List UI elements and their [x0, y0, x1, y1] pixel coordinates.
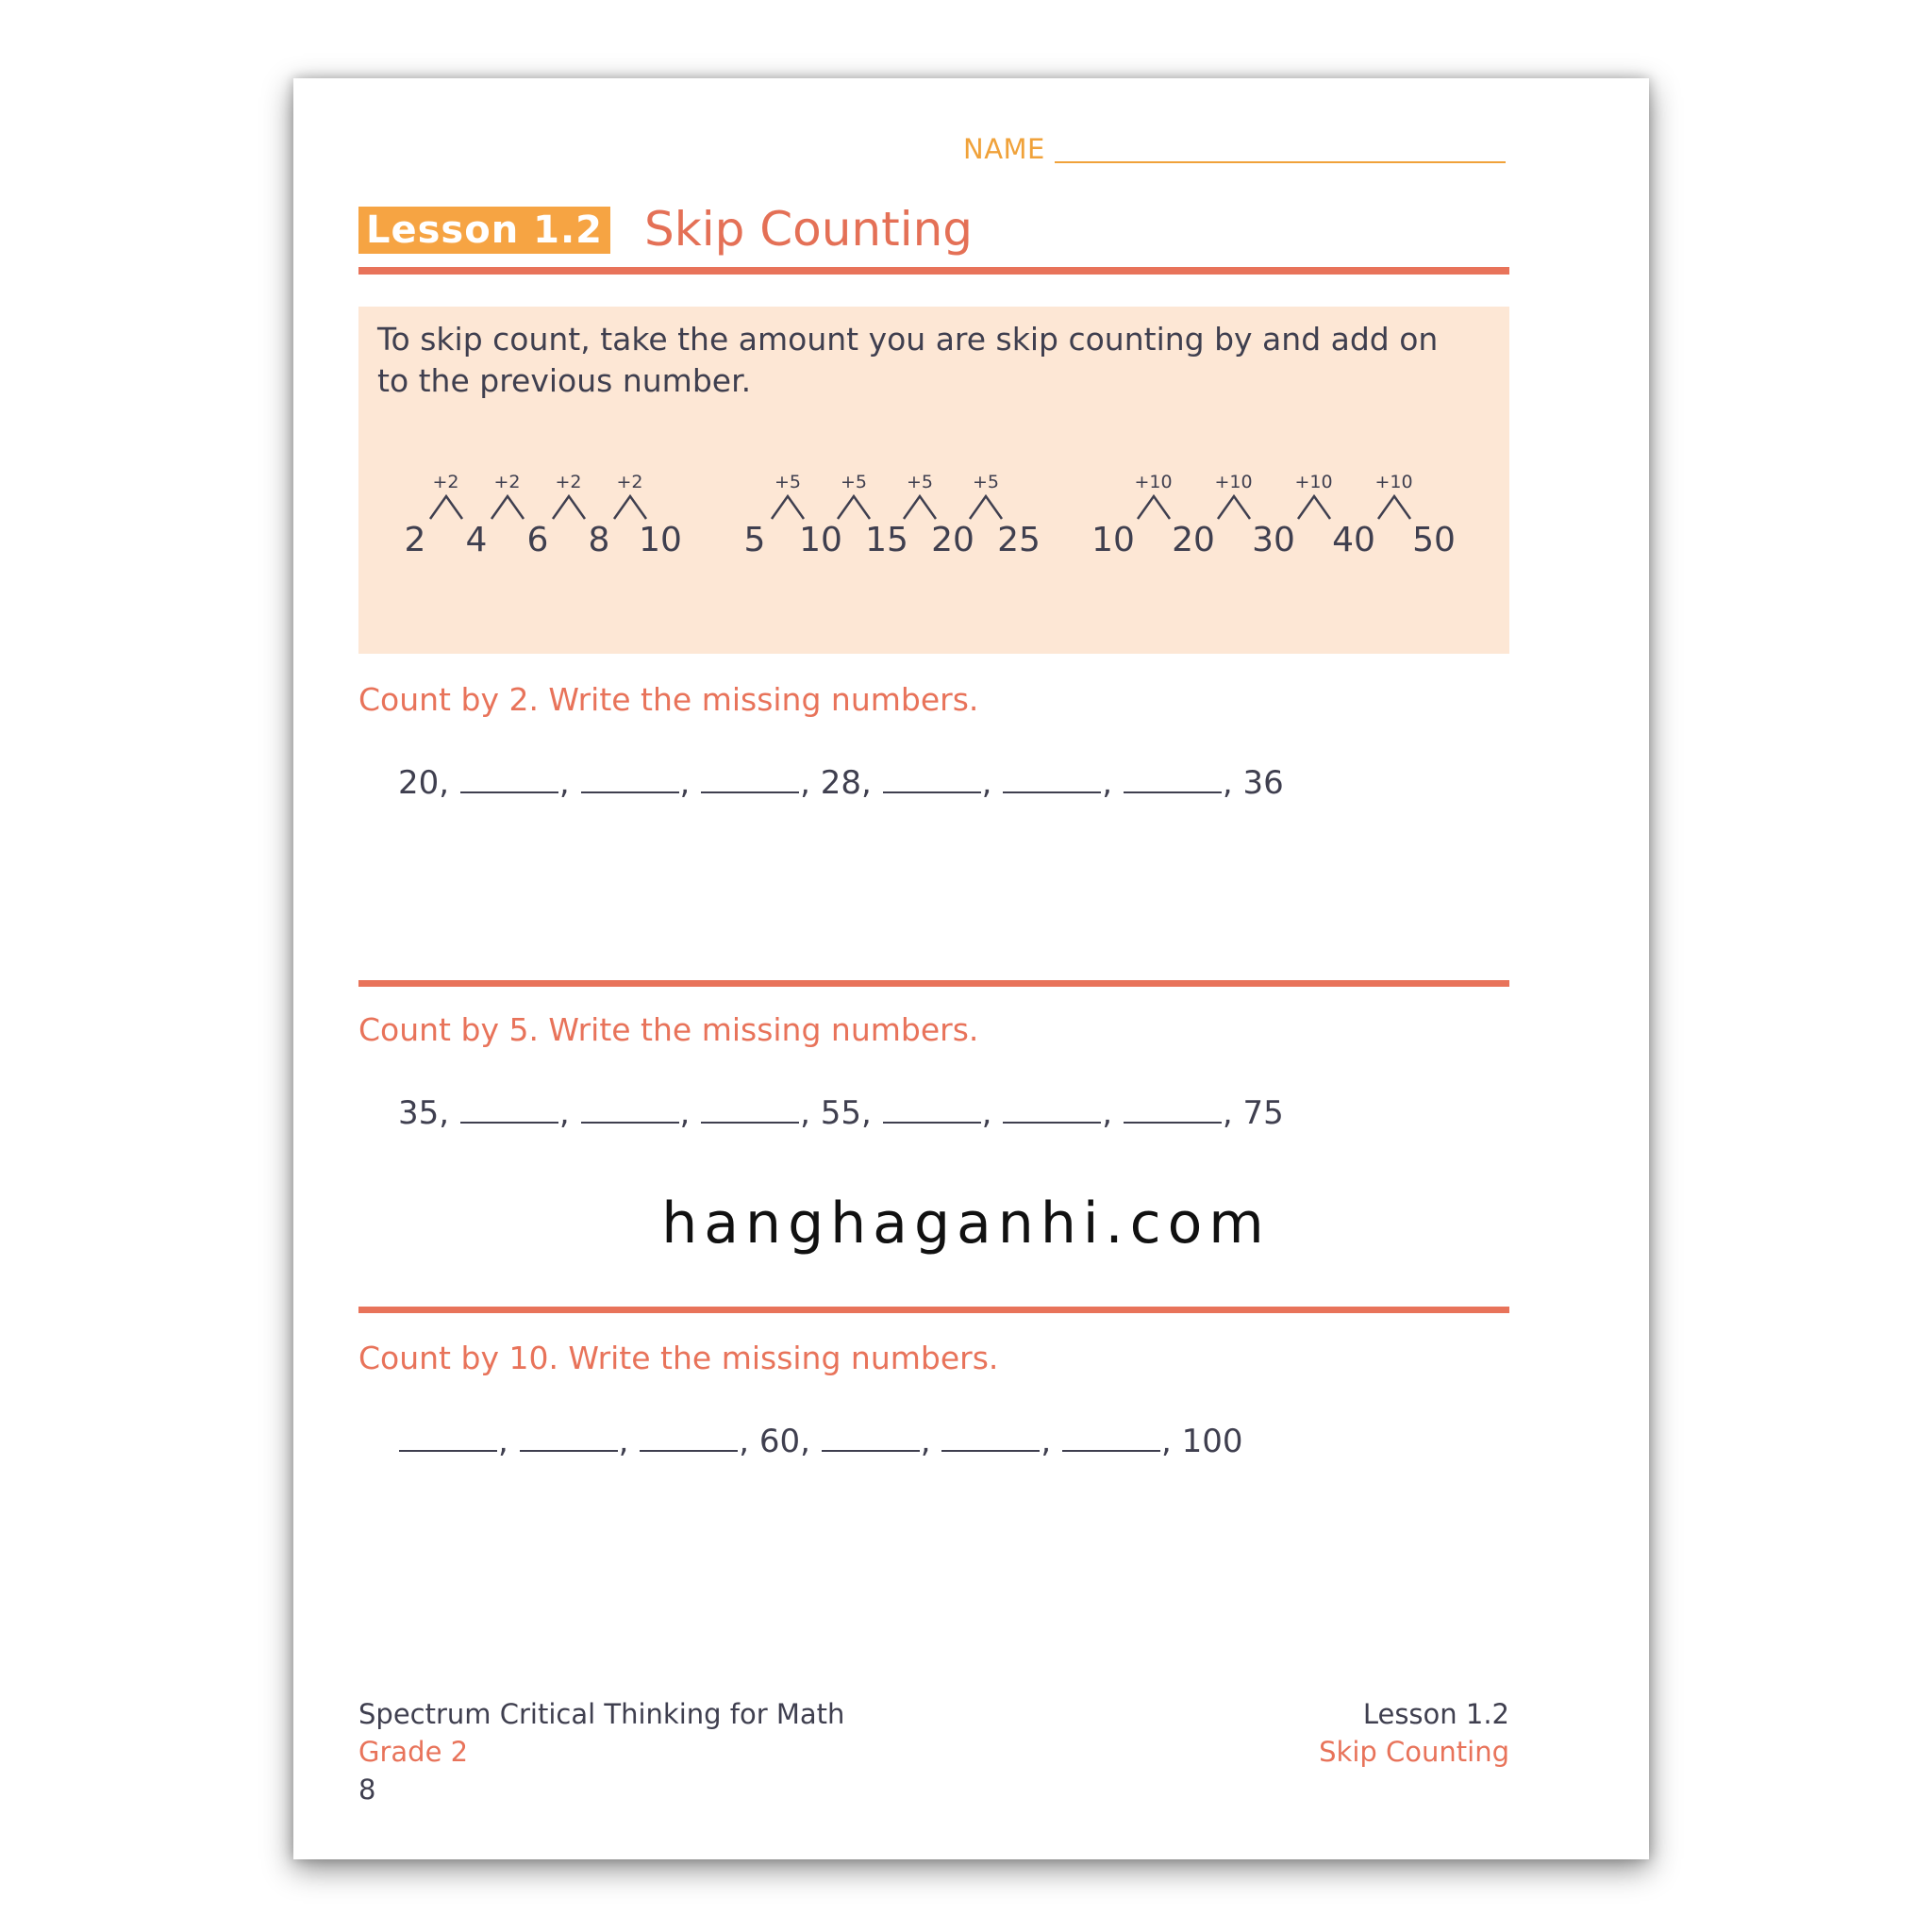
answer-blank[interactable] — [822, 1446, 920, 1452]
example-step-label: +2 — [432, 472, 459, 492]
name-label: NAME — [963, 133, 1045, 165]
exercise-sequence-1 — [398, 764, 1284, 802]
answer-blank[interactable] — [520, 1446, 618, 1452]
given-number: 20 — [398, 764, 440, 802]
separator: , — [618, 1423, 640, 1460]
example-step-label: +10 — [1134, 472, 1173, 492]
separator: , — [981, 1094, 1003, 1132]
separator: , — [981, 764, 1003, 802]
given-number: 55 — [820, 1094, 862, 1132]
exercise-sequence-3 — [398, 1423, 1243, 1460]
separator: , — [439, 764, 459, 802]
hop-caret-icon — [612, 492, 648, 521]
example-number: 30 — [1252, 521, 1295, 559]
example-sequence-10 — [1091, 472, 1456, 575]
example-number: 8 — [588, 521, 610, 559]
answer-blank[interactable] — [1003, 788, 1101, 793]
example-number: 6 — [526, 521, 549, 559]
exercise-prompt-3: Count by 10. Write the missing numbers. — [358, 1340, 999, 1376]
example-step-label: +10 — [1374, 472, 1413, 492]
example-number: 15 — [865, 521, 908, 559]
separator: , — [1222, 764, 1243, 802]
watermark: hanghaganhi.com — [661, 1191, 1271, 1257]
separator: , — [498, 1423, 519, 1460]
separator: , — [800, 764, 821, 802]
example-number: 20 — [931, 521, 974, 559]
separator: , — [439, 1094, 459, 1132]
hop-caret-icon — [836, 492, 872, 521]
separator: , — [861, 1094, 882, 1132]
separator: , — [1102, 764, 1123, 802]
answer-blank[interactable] — [1124, 1118, 1222, 1124]
answer-blank[interactable] — [1062, 1446, 1160, 1452]
separator: , — [800, 1423, 821, 1460]
answer-blank[interactable] — [701, 788, 799, 793]
footer-lesson: Lesson 1.2 — [1362, 1698, 1509, 1730]
example-number: 50 — [1412, 521, 1456, 559]
answer-blank[interactable] — [941, 1446, 1040, 1452]
exercise-prompt-2: Count by 5. Write the missing numbers. — [358, 1011, 979, 1048]
answer-blank[interactable] — [883, 788, 981, 793]
example-step-label: +5 — [774, 472, 802, 492]
hop-caret-icon — [902, 492, 938, 521]
separator: , — [800, 1094, 821, 1132]
example-step-label: +10 — [1214, 472, 1253, 492]
example-step-label: +10 — [1294, 472, 1333, 492]
answer-blank[interactable] — [701, 1118, 799, 1124]
hop-caret-icon — [1296, 492, 1332, 521]
example-sequence-2 — [404, 472, 682, 575]
example-step-label: +5 — [840, 472, 868, 492]
separator: , — [558, 764, 580, 802]
answer-blank[interactable] — [581, 1118, 679, 1124]
example-step-label: +5 — [906, 472, 934, 492]
answer-blank[interactable] — [1124, 788, 1222, 793]
hop-caret-icon — [1376, 492, 1412, 521]
hop-caret-icon — [1136, 492, 1172, 521]
separator: , — [1161, 1423, 1182, 1460]
separator: , — [739, 1423, 759, 1460]
example-step-label: +2 — [493, 472, 521, 492]
example-number: 5 — [743, 521, 766, 559]
example-number: 40 — [1332, 521, 1375, 559]
hop-caret-icon — [968, 492, 1004, 521]
hop-caret-icon — [770, 492, 806, 521]
answer-blank[interactable] — [883, 1118, 981, 1124]
lesson-badge: Lesson 1.2 — [358, 207, 610, 254]
separator: , — [679, 764, 701, 802]
section-divider-1 — [358, 980, 1509, 987]
separator: , — [861, 764, 882, 802]
section-divider-2 — [358, 1307, 1509, 1313]
answer-blank[interactable] — [640, 1446, 738, 1452]
separator: , — [679, 1094, 701, 1132]
hop-caret-icon — [490, 492, 525, 521]
separator: , — [1102, 1094, 1123, 1132]
example-step-label: +2 — [555, 472, 582, 492]
given-number: 60 — [758, 1423, 801, 1460]
example-number: 10 — [799, 521, 842, 559]
footer-grade: Grade 2 — [358, 1736, 469, 1768]
exercise-prompt-1: Count by 2. Write the missing numbers. — [358, 681, 979, 718]
separator: , — [1222, 1094, 1243, 1132]
separator: , — [1041, 1423, 1062, 1460]
hop-caret-icon — [428, 492, 464, 521]
info-text: To skip count, take the amount you are skip counting by and add on to the previous number. — [377, 321, 1439, 399]
hop-caret-icon — [551, 492, 587, 521]
given-number: 100 — [1181, 1423, 1243, 1460]
given-number: 35 — [398, 1094, 440, 1132]
example-number: 20 — [1172, 521, 1215, 559]
answer-blank[interactable] — [1003, 1118, 1101, 1124]
name-field-line[interactable] — [1055, 161, 1506, 163]
answer-blank[interactable] — [399, 1446, 497, 1452]
answer-blank[interactable] — [460, 788, 558, 793]
footer-page-number: 8 — [358, 1774, 376, 1806]
example-number: 4 — [465, 521, 488, 559]
example-number: 10 — [1091, 521, 1135, 559]
footer-book-title: Spectrum Critical Thinking for Math — [358, 1698, 845, 1730]
separator: , — [920, 1423, 941, 1460]
footer-right — [1319, 1695, 1509, 1771]
example-number: 10 — [639, 521, 682, 559]
separator: , — [558, 1094, 580, 1132]
exercise-sequence-2 — [398, 1094, 1284, 1132]
given-number: 28 — [820, 764, 862, 802]
example-number: 2 — [404, 521, 426, 559]
footer-topic: Skip Counting — [1319, 1736, 1509, 1768]
example-step-label: +2 — [616, 472, 643, 492]
lesson-title: Skip Counting — [644, 202, 974, 257]
example-sequence-5 — [743, 472, 1041, 575]
given-number: 75 — [1242, 1094, 1284, 1132]
answer-blank[interactable] — [581, 788, 679, 793]
footer-left — [358, 1695, 844, 1808]
hop-caret-icon — [1216, 492, 1252, 521]
given-number: 36 — [1242, 764, 1284, 802]
title-divider — [358, 267, 1509, 275]
example-step-label: +5 — [972, 472, 1000, 492]
answer-blank[interactable] — [460, 1118, 558, 1124]
example-number: 25 — [997, 521, 1041, 559]
